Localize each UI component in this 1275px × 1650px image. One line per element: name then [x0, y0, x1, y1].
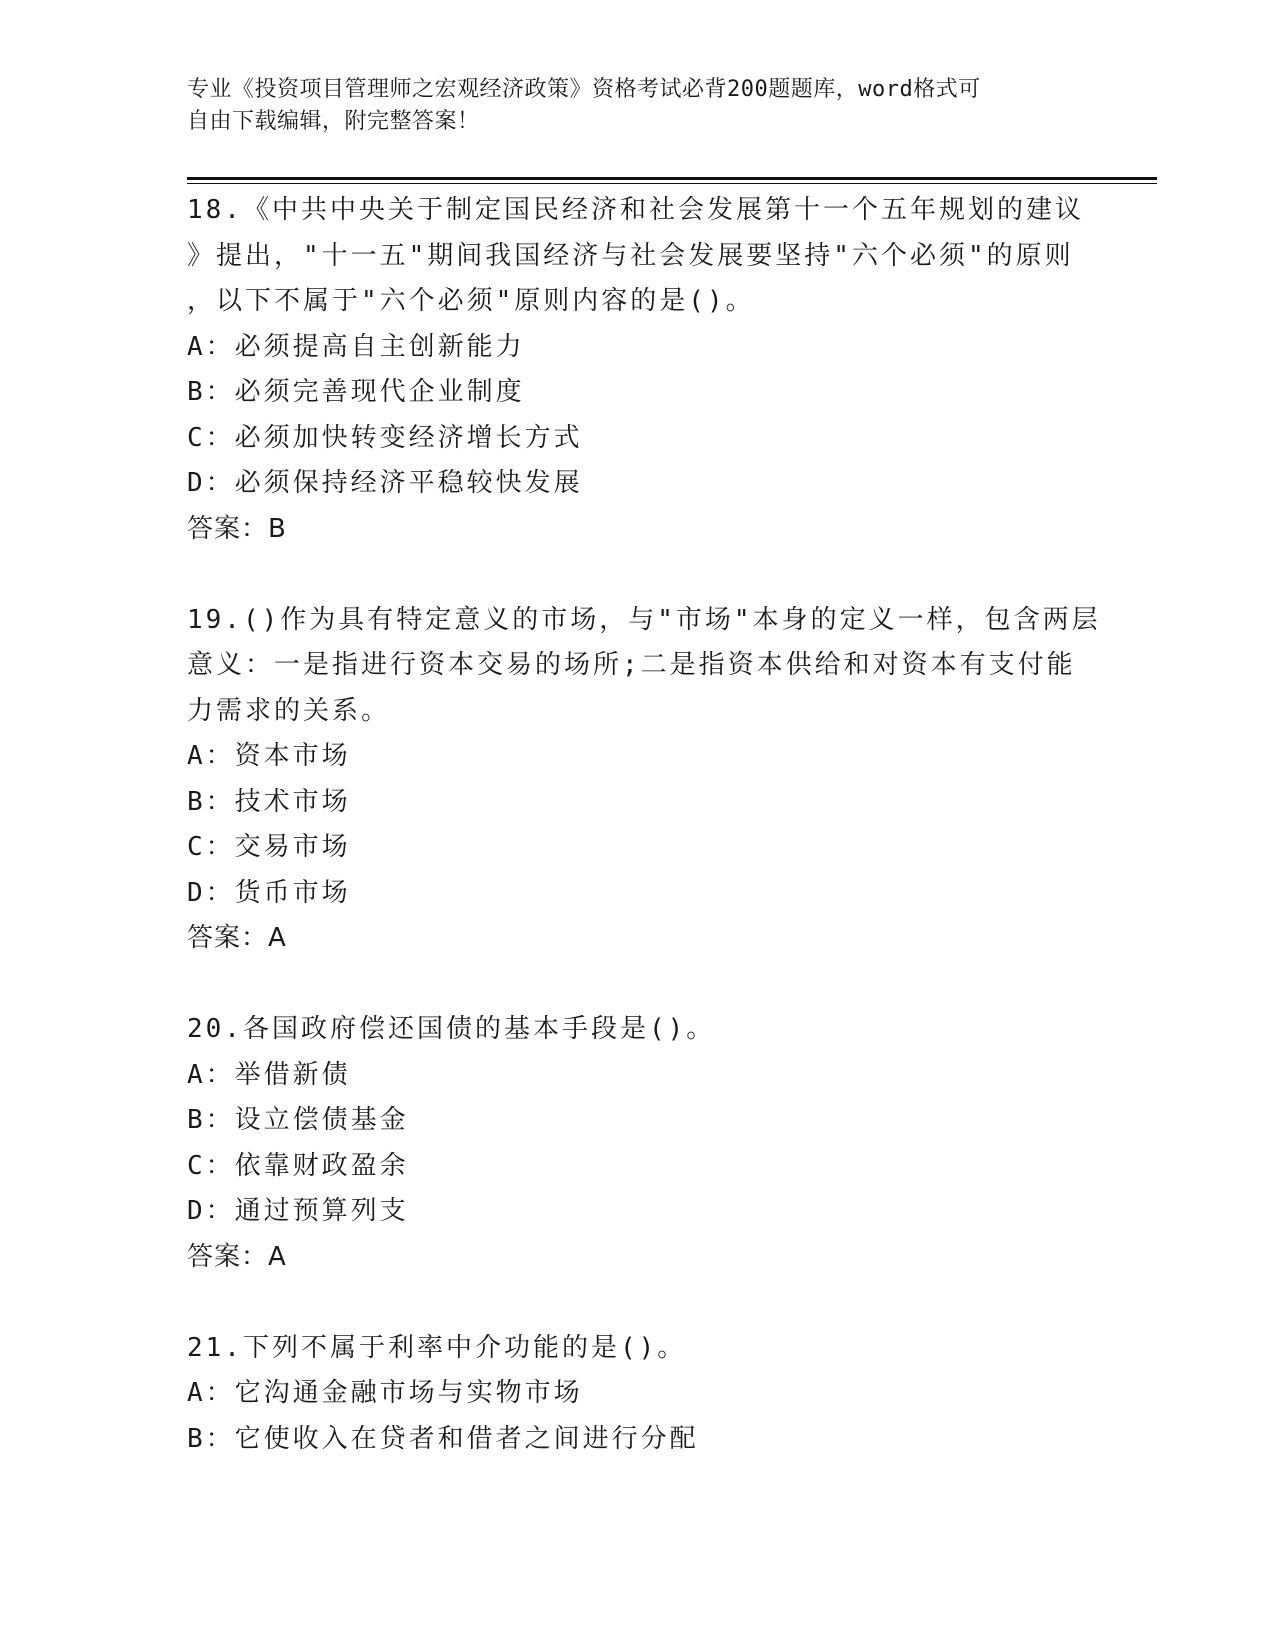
option-c: C：依靠财政盈余: [187, 1150, 409, 1181]
option-a: A：举借新债: [187, 1059, 351, 1090]
header-title-line-2: 自由下载编辑，附完整答案！: [187, 109, 480, 134]
answer-line: 答案：A: [187, 1241, 287, 1272]
option-c: C：交易市场: [187, 832, 351, 862]
question-stem-line: 18.《中共中央关于制定国民经济和社会发展第十一个五年规划的建议: [187, 195, 1084, 225]
option-b: B：设立偿债基金: [187, 1105, 409, 1135]
question-block: [187, 1326, 1087, 1463]
header-divider-thin: [187, 183, 1157, 184]
question-spacer: [187, 1280, 1087, 1326]
option-b: B：技术市场: [187, 786, 351, 817]
question-block: [187, 1007, 1087, 1280]
question-stem-line: 》提出，"十一五"期间我国经济与社会发展要坚持"六个必须"的原则: [187, 240, 1074, 271]
question-spacer: [187, 552, 1087, 598]
question-list: [187, 188, 1101, 1462]
option-b: B：它使收入在贷者和借者之间进行分配: [187, 1423, 699, 1454]
option-a: A：必须提高自主创新能力: [187, 331, 525, 362]
question-block: [187, 188, 1087, 552]
question-stem-line: 意义：一是指进行资本交易的场所;二是指资本供给和对资本有支付能: [187, 650, 1076, 680]
option-c: C：必须加快转变经济增长方式: [187, 422, 583, 453]
option-a: A：资本市场: [187, 741, 351, 771]
option-d: D：通过预算列支: [187, 1196, 409, 1226]
option-b: B：必须完善现代企业制度: [187, 377, 525, 407]
option-a: A：它沟通金融市场与实物市场: [187, 1378, 583, 1408]
question-stem-line: 力需求的关系。: [187, 695, 391, 726]
document-header: [187, 74, 1067, 138]
header-divider-thick: [187, 177, 1157, 180]
question-stem-line: 20.各国政府偿还国债的基本手段是()。: [187, 1014, 716, 1044]
option-d: D：必须保持经济平稳较快发展: [187, 468, 583, 498]
question-stem-line: 21.下列不属于利率中介功能的是()。: [187, 1332, 687, 1363]
question-block: [187, 598, 1101, 962]
question-stem-line: 19.()作为具有特定意义的市场，与"市场"本身的定义一样，包含两层: [187, 604, 1101, 635]
question-spacer: [187, 962, 1087, 1008]
answer-line: 答案：B: [187, 513, 287, 544]
answer-line: 答案：A: [187, 923, 287, 953]
option-d: D：货币市场: [187, 877, 351, 908]
question-stem-line: ，以下不属于"六个必须"原则内容的是()。: [187, 286, 755, 316]
header-title-line-1: 专业《投资项目管理师之宏观经济政策》资格考试必背200题题库，word格式可: [187, 77, 981, 102]
